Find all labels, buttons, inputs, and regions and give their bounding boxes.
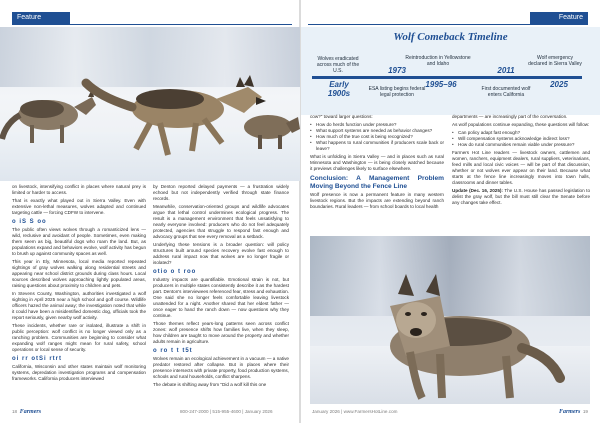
timeline-bar xyxy=(312,76,582,79)
wolf-left xyxy=(2,89,96,143)
header-rule-right xyxy=(308,24,588,25)
timeline-event-3-year: 1995–96 xyxy=(425,80,457,89)
paragraph: What is unfolding in Sierra Valley — and in places such as rural Minnesota and Washington — is being closely watched because it previews challenges likely to surface elsewhere. xyxy=(310,154,444,171)
left-column-1 xyxy=(12,184,146,384)
left-column-2 xyxy=(153,184,289,390)
right-column-1 xyxy=(310,114,444,212)
wolves-running-photo xyxy=(0,27,300,181)
footer-left xyxy=(12,409,41,415)
timeline-event-3-label: Reintroduction in Yellowstone and Idaho xyxy=(405,55,471,67)
page-number-left: 18 xyxy=(12,409,18,414)
wolf-right xyxy=(244,115,300,149)
timeline-event-1-label: Wolves eradicated across much of the U.S. xyxy=(316,56,360,74)
section-heading: oi rr otSi rtrt xyxy=(12,356,63,362)
paragraph: cow?" toward larger questions: xyxy=(310,114,373,119)
paragraph: Those themes reflect years-long patterns seen across conflict zones: wolf presence shifts how families live, when they sleep, how children are taught to move around the property and whether adults remain in agriculture. xyxy=(153,321,289,344)
feature-tag-right: Feature xyxy=(530,12,588,24)
timeline-event-2-year: 1973 xyxy=(388,66,406,75)
wolf-center xyxy=(86,75,266,155)
list-item: • How much of the true cost is being recognized? xyxy=(310,134,444,140)
feature-tag-left: Feature xyxy=(12,12,70,24)
paragraph: In Stevens County, Washington, authorities investigated a wolf sighting in April 2025 near a high school and golf course. Wildlife officers hazed the animal away; the investigation noted that while it could have been a misidentified domestic dog, officials took the report seriously, given nearby wolf activity. xyxy=(12,291,146,320)
timeline-event-4-year: 2011 xyxy=(497,66,515,75)
paragraph: This year in Ely, Minnesota, local media reported repeated sightings of gray wolves walking along residential streets and appearing near school district grounds during class hours. Local sources described wolves approaching lightly populated areas, raising questions about proximity to children and pets. xyxy=(12,259,146,288)
brand-left: Farmers xyxy=(19,409,42,415)
list-item: • How do rural communities remain viable under pressure? xyxy=(452,142,590,148)
paragraph: California, Wisconsin and other states maintain wolf monitoring systems, depredation investigation programs and compensation frameworks. California producers interviewed xyxy=(12,364,146,381)
question-list xyxy=(310,122,444,152)
paragraph: The debate is shifting away from "Did a wolf kill this one xyxy=(153,382,267,387)
paragraph: That is exactly what played out in Sierra Valley. Even with extensive non-lethal measures, wolves adapted and continued targeting cattle — forcing CDFW to intervene. xyxy=(12,198,146,215)
timeline-event-2-label: ESA listing begins federal legal protection xyxy=(368,86,426,98)
footer-right xyxy=(559,409,588,415)
right-column-2 xyxy=(452,114,590,208)
list-item: • Will compensation systems acknowledge indirect loss? xyxy=(452,136,590,142)
question-list xyxy=(452,130,590,148)
paragraph: As wolf populations continue expanding, these questions will follow: xyxy=(452,122,590,127)
page-number-right: 19 xyxy=(582,409,588,414)
wolves-illustration xyxy=(0,27,300,181)
paragraph: Wolf presence is now a permanent feature in many western livestock regions. But the impacts are extending beyond ranch boundaries. Rural leaders — from school boards to local health xyxy=(310,192,444,209)
update-label: Update (Dec. 16, 2025): xyxy=(452,188,503,193)
list-item: • Can policy adapt fast enough? xyxy=(452,130,590,136)
timeline-event-5-label: Wolf emergency declared in Sierra Valley xyxy=(528,55,582,67)
paragraph: by Denton reported delayed payments — a frustration widely echoed but not independently verified through state finance records. xyxy=(153,184,289,201)
footer-right-contact: January 2026 | www.FarmersHotLine.com xyxy=(312,409,398,414)
section-heading: otio o t roo xyxy=(153,269,197,275)
wolf-portrait-photo xyxy=(310,236,590,404)
wolf-portrait-illustration xyxy=(310,236,590,404)
timeline-event-4-label: First documented wolf enters California xyxy=(481,86,531,98)
list-item: • How do herds function under pressure? xyxy=(310,122,444,128)
wolf-standing xyxy=(390,274,560,398)
timeline-event-1-year: Early 1900s xyxy=(327,80,351,98)
list-item: • What happens to rural communities if producers scale back or leave? xyxy=(310,140,444,152)
footer-left-contact: 800-247-2000 | 515-955-4600 | January 2026 xyxy=(180,409,273,414)
paragraph: Farmers Hot Line readers — livestock owners, cattlemen and women, ranchers, equipment dealers, rural suppliers, veterinarians, feed mills and local civic voices — will be part of that discussion, whether or not wolves ever appear on their land. Because what starts at the fence line increasingly moves into town halls, classrooms and dinner tables. xyxy=(452,150,590,185)
conclusion-heading: Conclusion: A Management Problem Moving Beyond the Fence Line xyxy=(310,175,444,190)
brand-right: Farmers xyxy=(558,409,581,415)
paragraph: Meanwhile, conservation-oriented groups and wildlife advocates argue that lethal control undermines ecological progress. The result is a management environment that feels unsatisfying to nearly everyone involved: producers who do not feel adequately protected, agencies that struggle to respond fast enough and advocacy groups that see every removal as a setback. xyxy=(153,204,289,239)
paragraph: departments — are increasingly part of the conversation. xyxy=(452,114,568,119)
paragraph: Wolves remain an ecological achievement in a vacuum — a native predator restored after collapse. But in places where their presence intersects with private property, food production systems, schools and rural households, conflict sharpens. xyxy=(153,356,289,379)
section-heading: o ro t t t5t xyxy=(153,348,193,354)
update-text: The U.S. House has passed legislation to delist the gray wolf, but the bill must still clear the Senate before any changes take effect. xyxy=(452,188,590,205)
timeline-event-5-year: 2025 xyxy=(550,80,568,89)
paragraph: Industry impacts are quantifiable. Emotional strain is not, but producers in multiple states consistently describe it as the hardest part. Denton's interviewees referenced fear, stress and exhaustion. One said she no longer feels comfortable leaving livestock unattended for a night. Another shared that her eldest father — once eager to hand the ranch down — now questions why they continue. xyxy=(153,277,289,318)
paragraph: Underlying these tensions is a broader question: will policy structures built around species recovery evolve fast enough to address rural impact now that wolves are no longer fragile or isolated? xyxy=(153,242,289,265)
timeline-title: Wolf Comeback Timeline xyxy=(393,31,508,43)
update-paragraph xyxy=(452,188,590,206)
paragraph: These incidents, whether rare or isolated, illustrate a shift in public perception: wolf conflict is no longer viewed only as a ranching problem. Communities are beginning to consider what expanding wolf ranges might mean for rural safety, school operations or local sense of security. xyxy=(12,323,146,352)
paragraph: on livestock, intensifying conflict in places where natural prey is limited or harder to access. xyxy=(12,184,146,195)
list-item: • What support systems are needed as behavior changes? xyxy=(310,128,444,134)
section-heading: o iS S oo xyxy=(12,219,47,225)
header-rule-left xyxy=(12,24,292,25)
paragraph: The public often views wolves through a romanticized lens — wild, reclusive and avoidant of people. Sometimes, even making them seem as big, beautiful dogs who roam the land. But, as populations expand and behaviors evolve, wolf activity has begun to brush up against community spaces as well. xyxy=(12,227,146,256)
